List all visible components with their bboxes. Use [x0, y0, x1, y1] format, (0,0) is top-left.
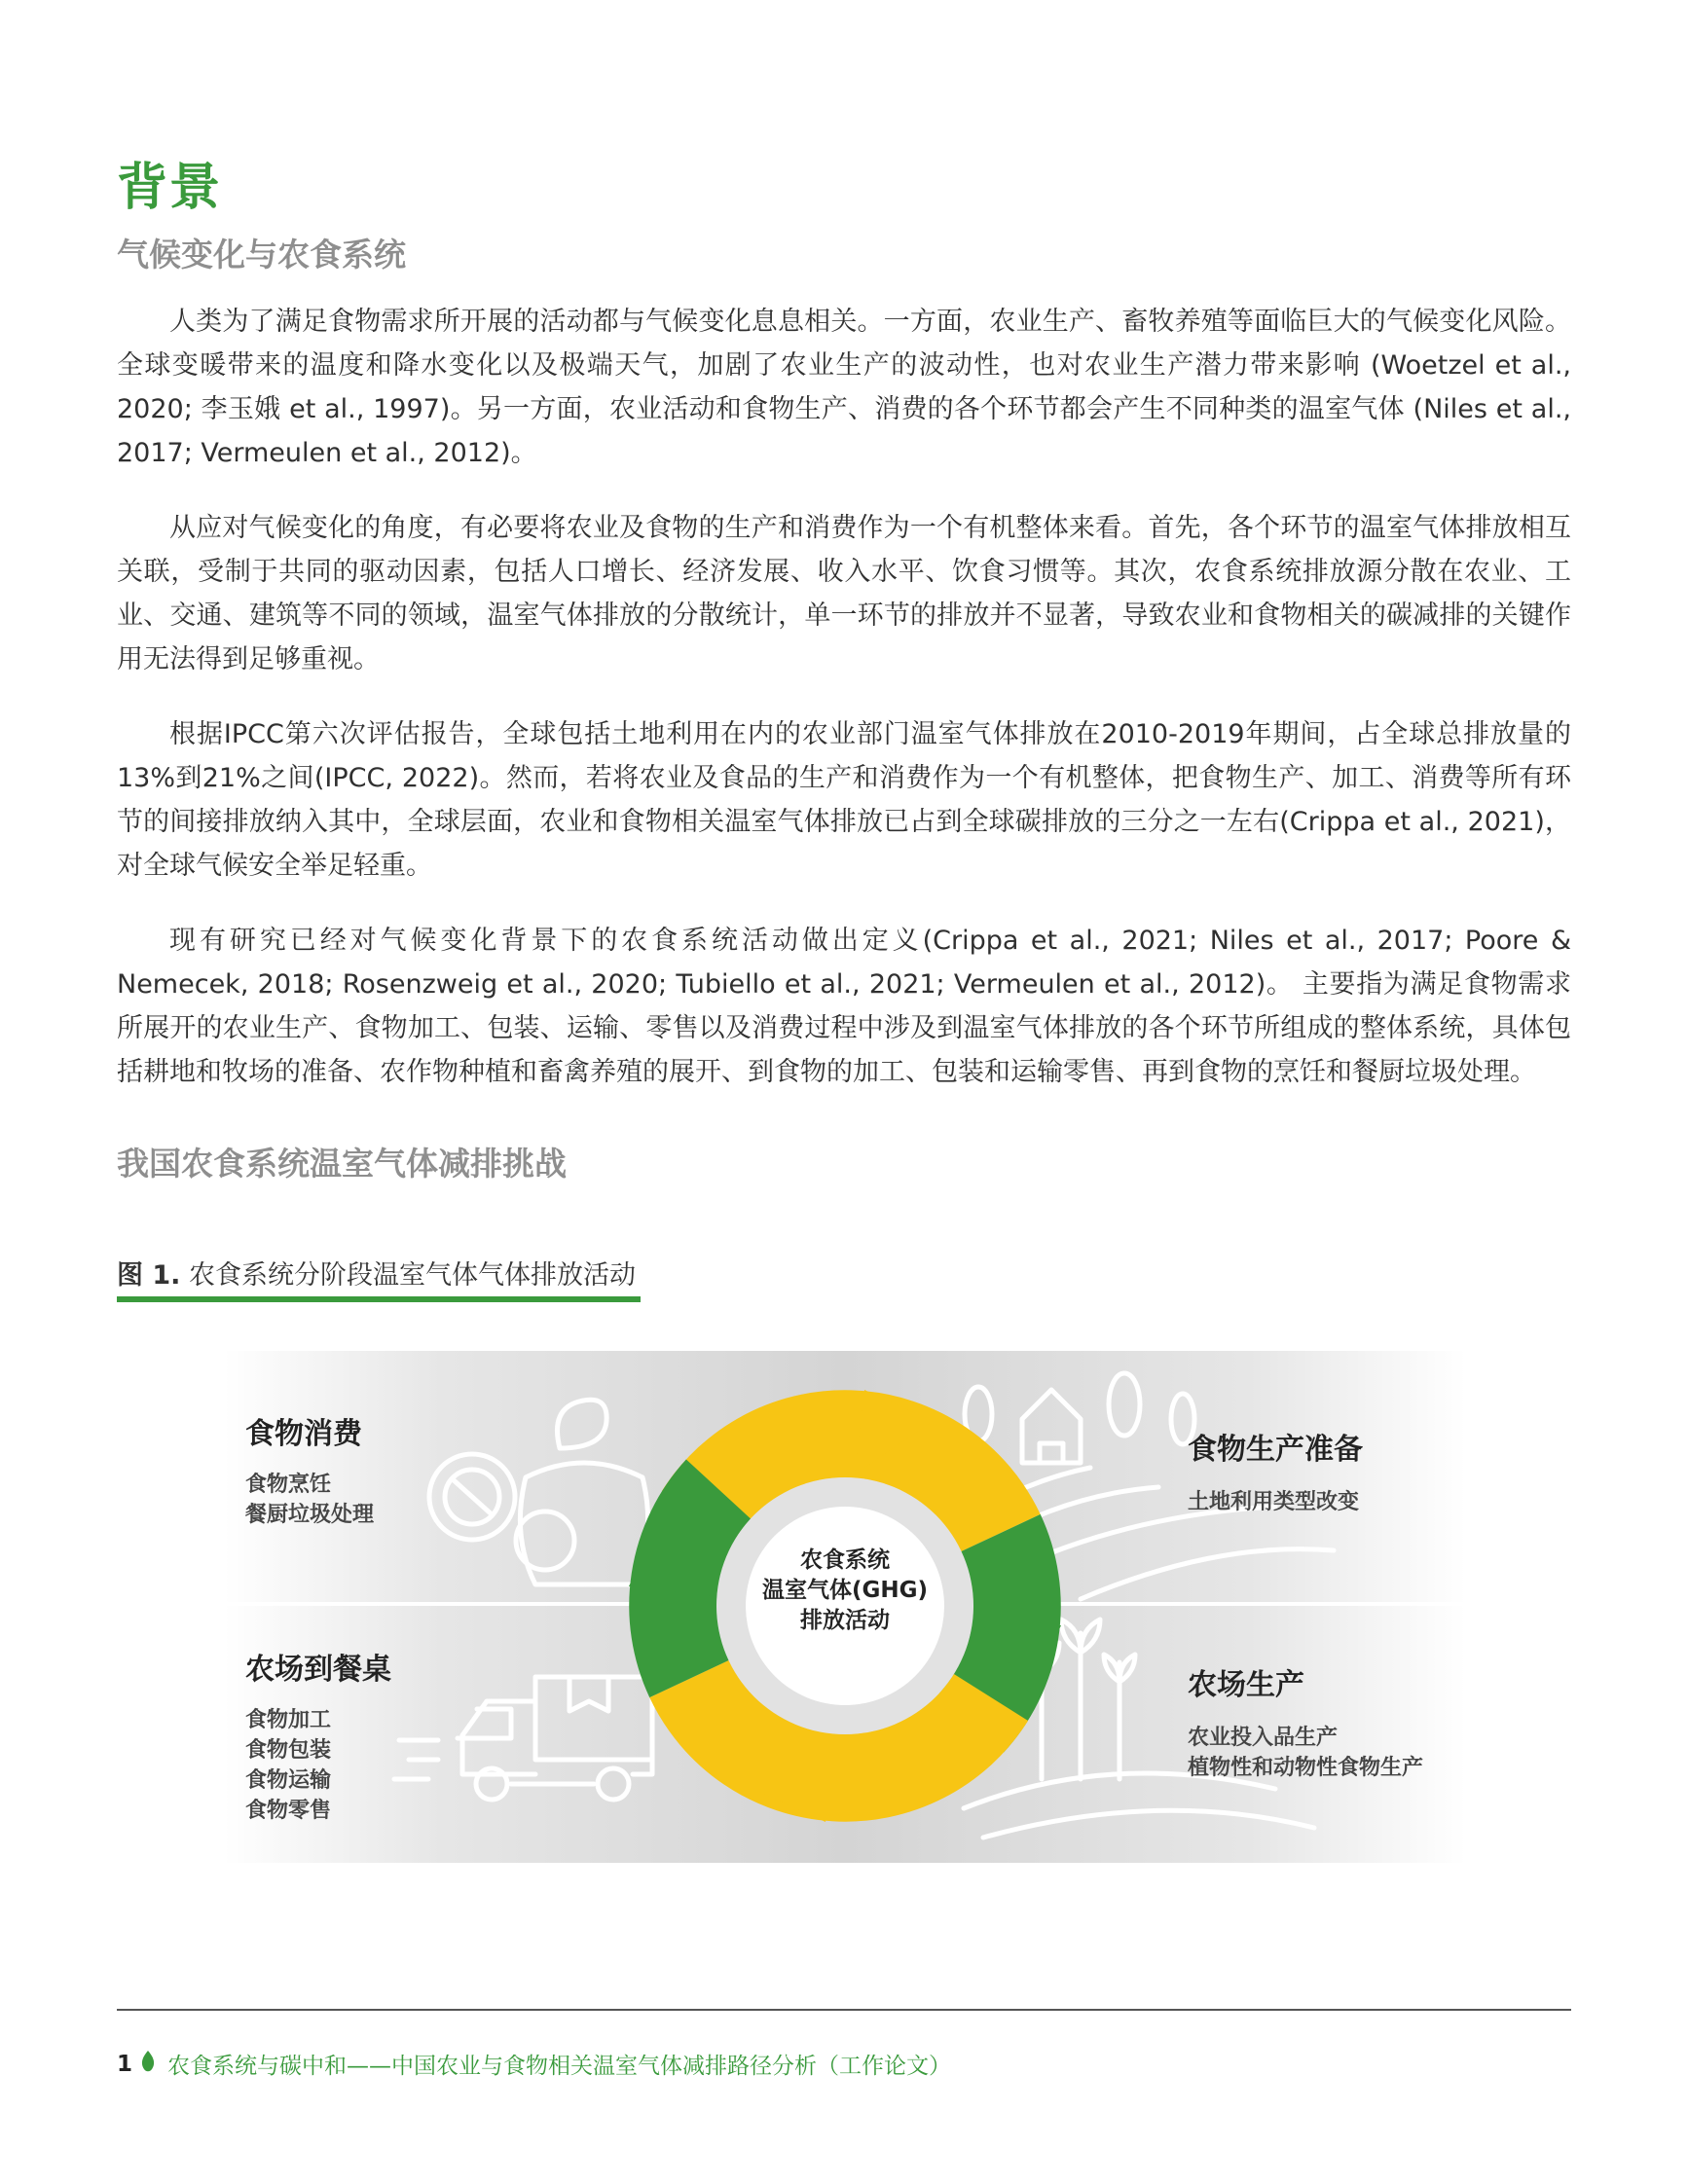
quadrant-title-consumption: 食物消费 [245, 1417, 362, 1451]
center-line-3: 排放活动 [800, 1608, 890, 1633]
consumption-item: 食物烹饪 [245, 1473, 332, 1497]
paragraph-2: 从应对气候变化的角度，有必要将农业及食物的生产和消费作为一个有机整体来看。首先，各个环节的温室气体排放相互关联，受制于共同的驱动因素，包括人口增长、经济发展、收入水平、饮食习惯等。其次，农食系统排放源分散在农业、工业、交通、建筑等不同的领域，温室气体排放的分散统计，单一环节的排放并不显著，导致农业和食物相关的碳减排的关键作用无法得到足够重视。 [117, 513, 1571, 674]
production-prep-item: 土地利用类型改变 [1188, 1490, 1360, 1514]
farm-production-item: 植物性和动物性食物生产 [1188, 1756, 1424, 1780]
footer-title: 农食系统与碳中和——中国农业与食物相关温室气体减排路径分析（工作论文） [167, 2054, 952, 2079]
leaf-icon [140, 2050, 156, 2079]
figure-caption-rule [117, 1296, 641, 1302]
figure-caption [117, 1254, 636, 1292]
section-title-china-challenge: 我国农食系统温室气体减排挑战 [117, 1145, 567, 1183]
section-title-climate-food: 气候变化与农食系统 [117, 236, 406, 273]
quadrant-items-consumption [245, 1470, 374, 1530]
consumption-item: 餐厨垃圾处理 [245, 1503, 375, 1527]
quadrant-items-farm-production [1188, 1723, 1423, 1783]
farm-production-item: 农业投入品生产 [1188, 1726, 1339, 1750]
center-line-1: 农食系统 [800, 1547, 890, 1573]
quadrant-title-farm-production: 农场生产 [1188, 1668, 1304, 1702]
farm-to-table-item: 食物运输 [245, 1768, 332, 1793]
quadrant-title-production-prep: 食物生产准备 [1188, 1433, 1363, 1467]
farm-to-table-item: 食物加工 [245, 1708, 332, 1732]
paragraph-3: 根据IPCC第六次评估报告，全球包括土地利用在内的农业部门温室气体排放在2010-2019年期间，占全球总排放量的13%到21%之间(IPCC, 2022)。然而，若将农业及食品的生产和消费作为一个有机整体，把食物生产、加工、消费等所有环节的间接排放纳入其中，全球层面，农业和食物相关温室气体排放已占到全球碳排放的三分之一左右(Crippa et al., 2021)，对全球气候安全举足轻重。 [117, 719, 1571, 881]
center-line-2: 温室气体(GHG) [761, 1578, 929, 1603]
food-system-cycle-figure [224, 1351, 1466, 1863]
paragraph-4: 现有研究已经对气候变化背景下的农食系统活动做出定义(Crippa et al., 2021; Niles et al., 2017; Poore & Nemecek, 2018; Rosenzweig et al., 2020; Tubiello et al., 2021; Vermeulen et al., 2012)。 主要指为满足食物需求所展开的农业生产、食物加工、包装、运输、零售以及消费过程中涉及到温室气体排放的各个环节所组成的整体系统，具体包括耕地和牧场的准备、农作物种植和畜禽养殖的展开、到食物的加工、包装和运输零售、再到食物的烹饪和餐厨垃圾处理。 [117, 926, 1571, 1087]
quadrant-items-farm-to-table [245, 1705, 331, 1826]
paragraph-1: 人类为了满足食物需求所开展的活动都与气候变化息息相关。一方面，农业生产、畜牧养殖等面临巨大的气候变化风险。全球变暖带来的温度和降水变化以及极端天气，加剧了农业生产的波动性，也对农业生产潜力带来影响 (Woetzel et al., 2020; 李玉娥 et al., 1997)。另一方面，农业活动和食物生产、消费的各个环节都会产生不同种类的温室气体 (Niles et al., 2017; Vermeulen et al., 2012)。 [117, 307, 1571, 468]
cycle-center-label [738, 1546, 952, 1636]
page-number: 1 [117, 2051, 133, 2077]
page-heading: 背景 [117, 159, 223, 217]
footer-rule [117, 2009, 1571, 2011]
quadrant-title-farm-to-table: 农场到餐桌 [245, 1653, 391, 1687]
quadrant-items-production-prep [1188, 1487, 1359, 1517]
figure-label: 图 1. [117, 1260, 181, 1291]
page-footer [117, 2048, 951, 2080]
farm-to-table-item: 食物包装 [245, 1738, 332, 1763]
farm-to-table-item: 食物零售 [245, 1799, 332, 1823]
figure-caption-text: 农食系统分阶段温室气体气体排放活动 [189, 1260, 637, 1291]
